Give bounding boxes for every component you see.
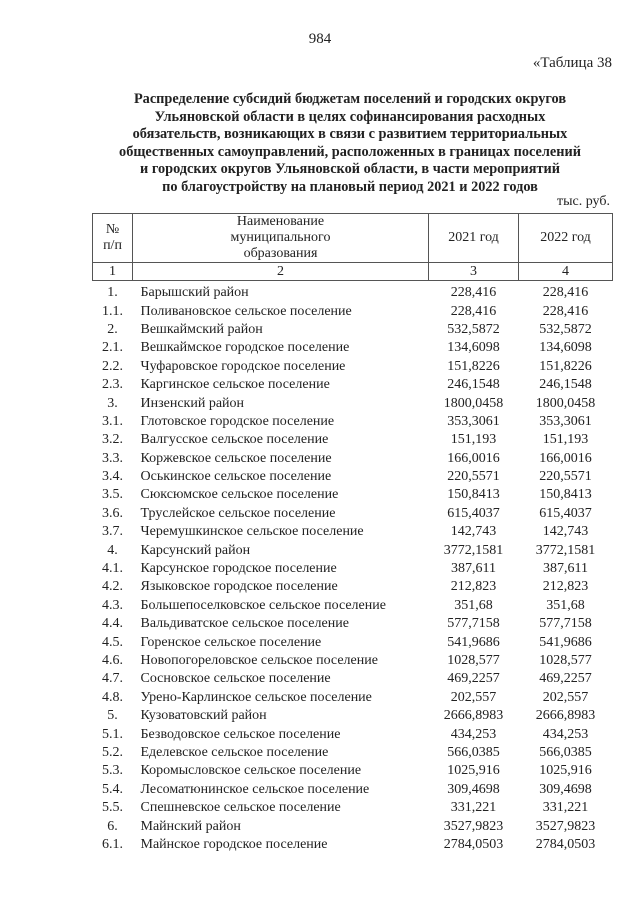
table-row — [93, 431, 613, 449]
value-2021: 309,4698 — [447, 781, 500, 797]
value-2022: 151,8226 — [539, 358, 592, 374]
table-row — [93, 523, 613, 541]
value-2022: 566,0385 — [539, 744, 592, 760]
table-row — [93, 652, 613, 670]
row-number: 3.5. — [102, 487, 123, 503]
table-label: «Таблица 38 — [532, 55, 612, 71]
value-2021: 1028,577 — [447, 653, 500, 668]
municipality-name: Сюксюмское сельское поселение — [140, 487, 339, 503]
value-2022: 228,416 — [542, 303, 589, 319]
municipality-name: Урено-Карлинское сельское поселение — [140, 689, 372, 705]
value-2022: 202,557 — [542, 689, 589, 705]
table-row — [93, 281, 613, 303]
row-number: 3.1. — [102, 413, 123, 429]
municipality-name: Чуфаровское городское поселение — [140, 358, 346, 374]
title-line: Распределение субсидий бюджетам поселений и городских округов — [133, 91, 567, 107]
value-2022: 246,1548 — [539, 377, 592, 393]
value-2021: 541,9686 — [447, 634, 500, 650]
municipality-name: Карсунский район — [140, 542, 251, 558]
row-number: 2.2. — [102, 358, 123, 374]
table-row — [93, 468, 613, 486]
value-2021: 577,7158 — [447, 616, 500, 632]
row-number: 4.1. — [102, 561, 123, 577]
value-2022: 1028,577 — [539, 653, 592, 668]
municipality-name: Большепоселковское сельское поселение — [140, 597, 386, 613]
table-row — [93, 358, 613, 376]
header-2022: 2022 год — [519, 214, 613, 263]
municipality-name: Майнское городское поселение — [140, 836, 328, 852]
table-row — [93, 560, 613, 578]
municipality-name: Барышский район — [140, 285, 249, 301]
table-row — [93, 505, 613, 523]
municipality-name: Горенское сельское поселение — [140, 634, 322, 650]
row-number: 1.1. — [102, 303, 123, 319]
row-number: 2.1. — [102, 340, 123, 356]
table-row — [93, 486, 613, 504]
municipality-name: Кузоватовский район — [140, 708, 267, 724]
value-2022: 541,9686 — [539, 634, 592, 650]
value-2022: 3772,1581 — [535, 542, 596, 558]
value-2021: 228,416 — [450, 303, 497, 319]
value-2021: 246,1548 — [447, 377, 500, 393]
header-row — [93, 214, 613, 263]
value-2021: 1025,916 — [447, 763, 500, 779]
table-row — [93, 450, 613, 468]
row-number: 2.3. — [102, 377, 123, 393]
column-number-row — [93, 263, 613, 281]
value-2022: 309,4698 — [539, 781, 592, 797]
row-number: 4.5. — [102, 634, 123, 650]
municipality-name: Валгусское сельское поселение — [140, 432, 329, 448]
row-number: 5.1. — [102, 726, 123, 742]
value-2021: 387,611 — [451, 561, 496, 577]
table-row — [93, 541, 613, 559]
table-row — [93, 413, 613, 431]
value-2021: 469,2257 — [447, 671, 500, 687]
row-number: 3.2. — [102, 432, 123, 448]
value-2022: 351,68 — [546, 597, 585, 613]
row-number: 4.3. — [102, 597, 123, 613]
row-number: 4.7. — [102, 671, 123, 687]
col-number: 1 — [93, 263, 133, 281]
row-number: 3. — [107, 395, 118, 411]
page-number: 984 — [308, 31, 332, 47]
col-number: 4 — [519, 263, 613, 281]
table-row — [93, 799, 613, 817]
value-2022: 469,2257 — [539, 671, 592, 687]
title-line: общественных самоуправлений, расположенных в границах поселений — [119, 143, 581, 160]
table-row — [93, 744, 613, 762]
table-body — [93, 281, 613, 855]
row-number: 3.7. — [102, 524, 123, 540]
col-number: 3 — [429, 263, 519, 281]
value-2022: 142,743 — [542, 524, 589, 540]
municipality-name: Глотовское городское поселение — [140, 413, 335, 429]
table-row — [93, 597, 613, 615]
table-row — [93, 633, 613, 651]
value-2021: 353,3061 — [447, 413, 500, 429]
municipality-name: Поливановское сельское поселение — [140, 303, 352, 319]
value-2022: 3527,9823 — [535, 818, 596, 834]
row-number: 3.3. — [102, 450, 123, 466]
table-row — [93, 578, 613, 596]
value-2021: 566,0385 — [447, 744, 500, 760]
table-row — [93, 670, 613, 688]
municipality-name: Вальдиватское сельское поселение — [140, 616, 349, 632]
title-line: по благоустройству на плановый период 2021 и 2022 годов — [162, 178, 538, 195]
value-2022: 387,611 — [543, 561, 588, 577]
value-2022: 151,193 — [542, 432, 589, 448]
value-2021: 3772,1581 — [443, 542, 504, 558]
municipality-name: Вешкаймское городское поселение — [140, 340, 350, 356]
municipality-name: Черемушкинское сельское поселение — [140, 524, 364, 540]
municipality-name: Еделевское сельское поселение — [140, 744, 329, 760]
value-2022: 166,0016 — [539, 450, 592, 466]
municipality-name: Новопогореловское сельское поселение — [140, 653, 378, 668]
value-2021: 220,5571 — [447, 469, 500, 485]
table-row — [93, 836, 613, 854]
value-2022: 532,5872 — [539, 321, 592, 337]
municipality-name: Спешневское сельское поселение — [140, 800, 341, 816]
table-row — [93, 321, 613, 339]
municipality-name: Языковское городское поселение — [140, 579, 338, 595]
header-name: Наименование муниципального образования — [133, 214, 429, 263]
row-number: 3.6. — [102, 505, 123, 521]
value-2022: 615,4037 — [539, 505, 592, 521]
municipality-name: Труслейское сельское поселение — [140, 505, 336, 521]
row-number: 1. — [107, 285, 118, 301]
value-2021: 351,68 — [454, 597, 493, 613]
municipality-name: Оськинское сельское поселение — [140, 469, 332, 485]
municipality-name: Сосновское сельское поселение — [140, 671, 331, 687]
municipality-name: Инзенский район — [140, 395, 245, 411]
subsidy-table — [92, 213, 613, 854]
value-2021: 1800,0458 — [443, 395, 504, 411]
value-2021: 615,4037 — [447, 505, 500, 521]
value-2022: 134,6098 — [539, 340, 592, 356]
document-title — [60, 91, 640, 197]
value-2021: 331,221 — [450, 800, 497, 816]
value-2021: 202,557 — [450, 689, 497, 705]
row-number: 4.4. — [102, 616, 123, 632]
title-line: Ульяновской области в целях софинансирования расходных — [154, 108, 546, 125]
table-row — [93, 707, 613, 725]
table-row — [93, 339, 613, 357]
row-number: 4. — [107, 542, 118, 558]
header-num: № п/п — [93, 214, 133, 263]
header-2021: 2021 год — [429, 214, 519, 263]
value-2021: 142,743 — [450, 524, 497, 540]
value-2022: 1800,0458 — [535, 395, 596, 411]
table-row — [93, 376, 613, 394]
municipality-name: Каргинское сельское поселение — [140, 377, 330, 393]
value-2021: 434,253 — [450, 726, 497, 742]
table-row — [93, 394, 613, 412]
value-2021: 212,823 — [450, 579, 497, 595]
value-2021: 2666,8983 — [443, 708, 504, 724]
municipality-name: Коржевское сельское поселение — [140, 450, 332, 466]
value-2021: 151,8226 — [447, 358, 500, 374]
value-2021: 134,6098 — [447, 340, 500, 356]
row-number: 3.4. — [102, 469, 123, 485]
value-2022: 331,221 — [542, 800, 589, 816]
municipality-name: Безводовское сельское поселение — [140, 726, 341, 742]
table-row — [93, 817, 613, 835]
value-2022: 212,823 — [542, 579, 589, 595]
units-label: тыс. руб. — [557, 194, 610, 209]
table-row — [93, 781, 613, 799]
table-row — [93, 302, 613, 320]
row-number: 5.2. — [102, 744, 123, 760]
value-2021: 3527,9823 — [443, 818, 504, 834]
value-2022: 353,3061 — [539, 413, 592, 429]
row-number: 4.6. — [102, 653, 123, 668]
value-2022: 577,7158 — [539, 616, 592, 632]
row-number: 5.5. — [102, 800, 123, 816]
col-number: 2 — [133, 263, 429, 281]
value-2022: 220,5571 — [539, 469, 592, 485]
municipality-name: Коромысловское сельское поселение — [140, 763, 362, 779]
value-2021: 228,416 — [450, 285, 497, 301]
title-line: и городских округов Ульяновской области, в части мероприятий — [140, 161, 560, 178]
table-row — [93, 762, 613, 780]
value-2022: 1025,916 — [539, 763, 592, 779]
value-2022: 434,253 — [542, 726, 589, 742]
value-2022: 2784,0503 — [535, 836, 596, 852]
row-number: 6.1. — [102, 836, 123, 852]
value-2022: 2666,8983 — [535, 708, 596, 724]
table-row — [93, 725, 613, 743]
value-2021: 166,0016 — [447, 450, 500, 466]
municipality-name: Майнский район — [140, 818, 241, 834]
value-2022: 228,416 — [542, 285, 589, 301]
municipality-name: Вешкаймский район — [140, 321, 263, 337]
municipality-name: Карсунское городское поселение — [140, 561, 337, 577]
value-2021: 2784,0503 — [443, 836, 504, 852]
title-line: обязательств, возникающих в связи с развитием территориальных — [132, 126, 568, 143]
value-2021: 151,193 — [450, 432, 497, 448]
value-2021: 150,8413 — [447, 487, 500, 503]
row-number: 4.8. — [102, 689, 123, 705]
row-number: 6. — [107, 818, 118, 834]
table-row — [93, 689, 613, 707]
table-row — [93, 615, 613, 633]
row-number: 5. — [107, 708, 118, 724]
row-number: 4.2. — [102, 579, 123, 595]
row-number: 2. — [107, 321, 118, 337]
row-number: 5.3. — [102, 763, 123, 779]
value-2021: 532,5872 — [447, 321, 500, 337]
value-2022: 150,8413 — [539, 487, 592, 503]
municipality-name: Лесоматюнинское сельское поселение — [140, 781, 370, 797]
row-number: 5.4. — [102, 781, 123, 797]
